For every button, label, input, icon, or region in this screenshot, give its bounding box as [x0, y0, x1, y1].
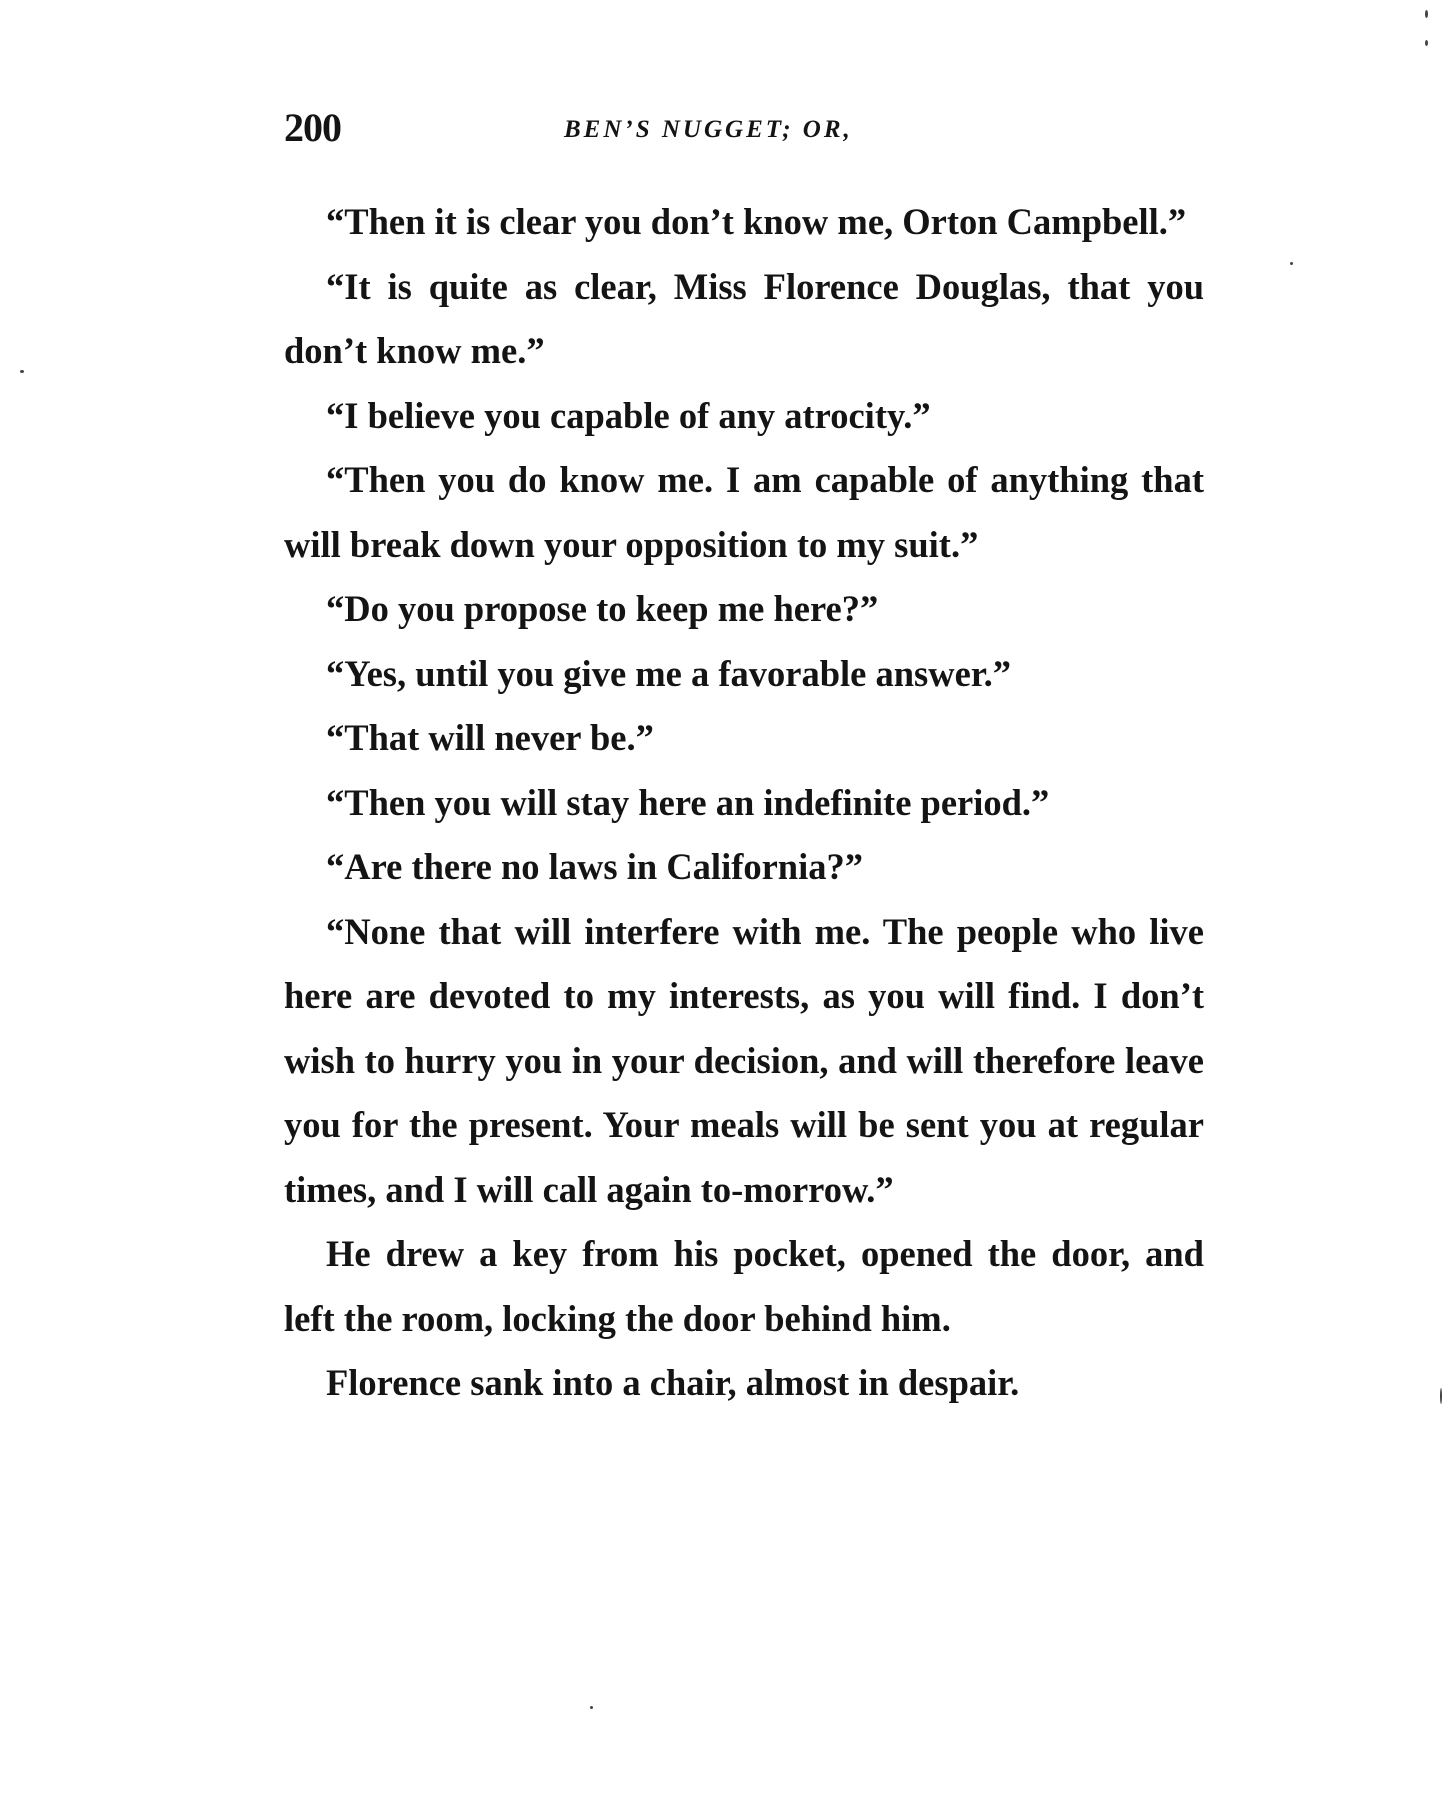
paragraph: “It is quite as clear, Miss Florence Douglas, that you don’t know me.” — [284, 265, 1204, 371]
scan-speck — [20, 370, 24, 373]
paragraph: Florence sank into a chair, almost in despair. — [326, 1362, 1020, 1403]
scan-speck — [1290, 262, 1293, 265]
running-head: BEN’S NUGGET; OR, — [564, 116, 853, 143]
paragraph: “Then it is clear you don’t know me, Orton Campbell.” — [326, 201, 1187, 242]
paragraph: “Do you propose to keep me here?” — [326, 588, 879, 629]
paragraph: “That will never be.” — [326, 717, 654, 758]
scan-speck — [1425, 10, 1428, 18]
paragraph: He drew a key from his pocket, opened the door, and left the room, locking the door behind him. — [284, 1233, 1204, 1339]
scan-speck — [1440, 1388, 1442, 1404]
paragraph: “I believe you capable of any atrocity.” — [326, 394, 931, 436]
paragraph: “Then you do know me. I am capable of anything that will break down your opposition to my suit.” — [284, 459, 1204, 565]
paragraph: “Then you will stay here an indefinite period.” — [326, 781, 1050, 823]
body-text — [284, 190, 1204, 1416]
paragraph: “Are there no laws in California?” — [326, 846, 864, 887]
page-header — [284, 104, 1204, 164]
page-number: 200 — [284, 105, 341, 150]
scan-speck — [1425, 40, 1428, 46]
scan-speck — [590, 1706, 593, 1709]
paragraph: “Yes, until you give me a favorable answer.” — [326, 652, 1012, 694]
paragraph: “None that will interfere with me. The people who live here are devoted to my interests, as you will find. I don’t wish to hurry you in your decision, and will therefore leave you for the present. Your meals will be sent you at regular times, and I will call again to-morrow.” — [284, 910, 1204, 1210]
